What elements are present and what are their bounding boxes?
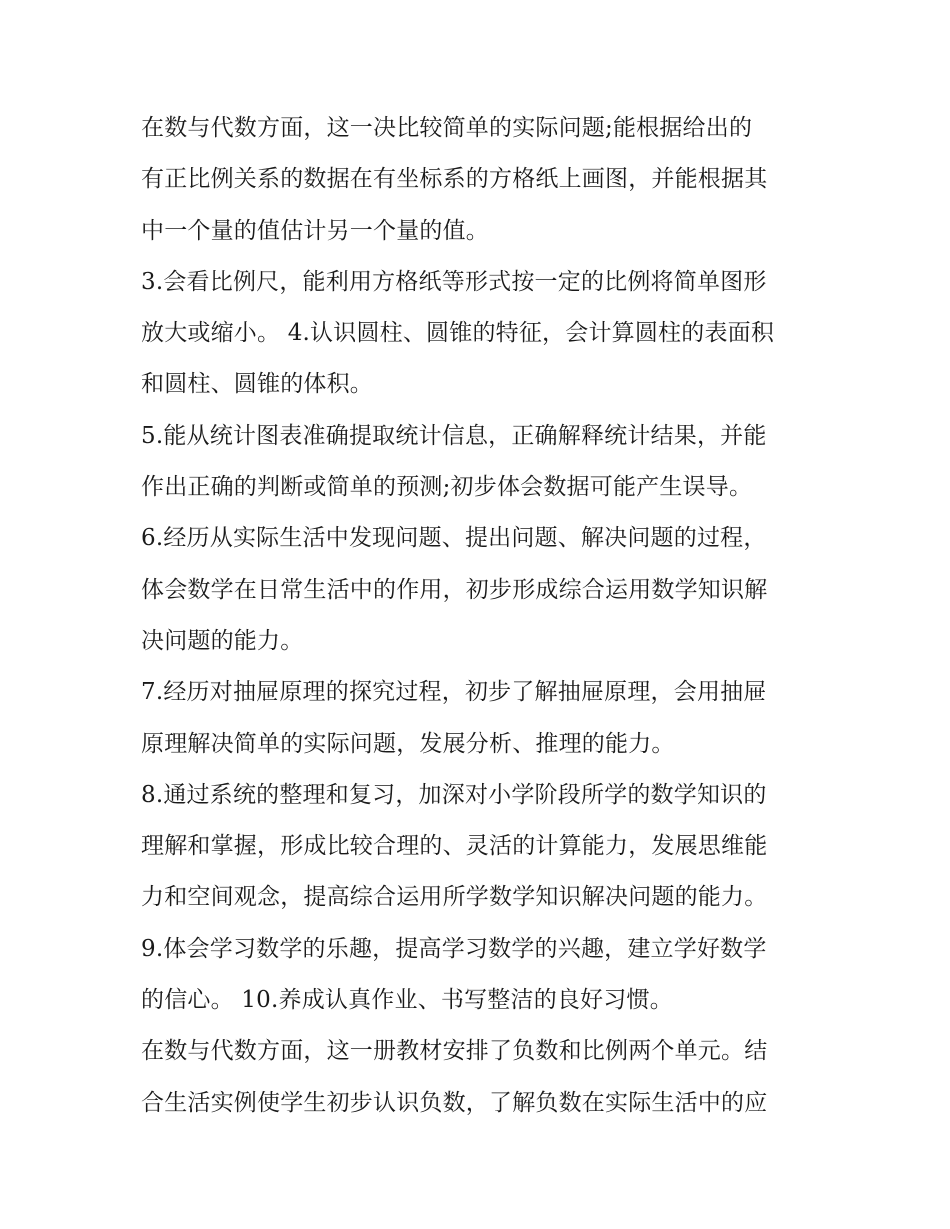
text-line: 作出正确的判断或简单的预测;初步体会数据可能产生误导。: [141, 474, 753, 501]
text-line: 9.体会学习数学的乐趣，提高学习数学的兴趣，建立学好数学: [141, 935, 767, 962]
text-line: 放大或缩小。 4.认识圆柱、圆锥的特征，会计算圆柱的表面积: [141, 320, 775, 347]
text-line: 和圆柱、圆锥的体积。: [141, 371, 373, 398]
text-line: 理解和掌握，形成比较合理的、灵活的计算能力，发展思维能: [141, 833, 768, 860]
text-line: 6.经历从实际生活中发现问题、提出问题、解决问题的过程，: [141, 525, 767, 552]
text-line: 原理解决简单的实际问题，发展分析、推理的能力。: [141, 730, 675, 757]
text-line: 有正比例关系的数据在有坐标系的方格纸上画图，并能根据其: [141, 166, 768, 193]
text-line: 的信心。 10.养成认真作业、书写整洁的良好习惯。: [141, 987, 673, 1014]
text-line: 中一个量的值估计另一个量的值。: [141, 217, 489, 244]
text-line: 体会数学在日常生活中的作用，初步形成综合运用数学知识解: [141, 576, 768, 603]
document-body: [141, 103, 821, 1129]
text-line: 合生活实例使学生初步认识负数，了解负数在实际生活中的应: [141, 1089, 768, 1116]
text-line: 5.能从统计图表准确提取统计信息，正确解释统计结果，并能: [141, 422, 767, 449]
text-line: 在数与代数方面，这一决比较简单的实际问题;能根据给出的: [141, 115, 753, 141]
text-line: 8.通过系统的整理和复习，加深对小学阶段所学的数学知识的: [141, 781, 767, 808]
text-line: 7.经历对抽屉原理的探究过程，初步了解抽屉原理，会用抽屉: [141, 679, 767, 706]
text-line: 在数与代数方面，这一册教材安排了负数和比例两个单元。结: [141, 1038, 768, 1065]
text-line: 决问题的能力。: [141, 627, 304, 654]
text-line: 力和空间观念，提高综合运用所学数学知识解决问题的能力。: [141, 884, 768, 911]
text-line: 3.会看比例尺，能利用方格纸等形式按一定的比例将简单图形: [141, 268, 767, 295]
